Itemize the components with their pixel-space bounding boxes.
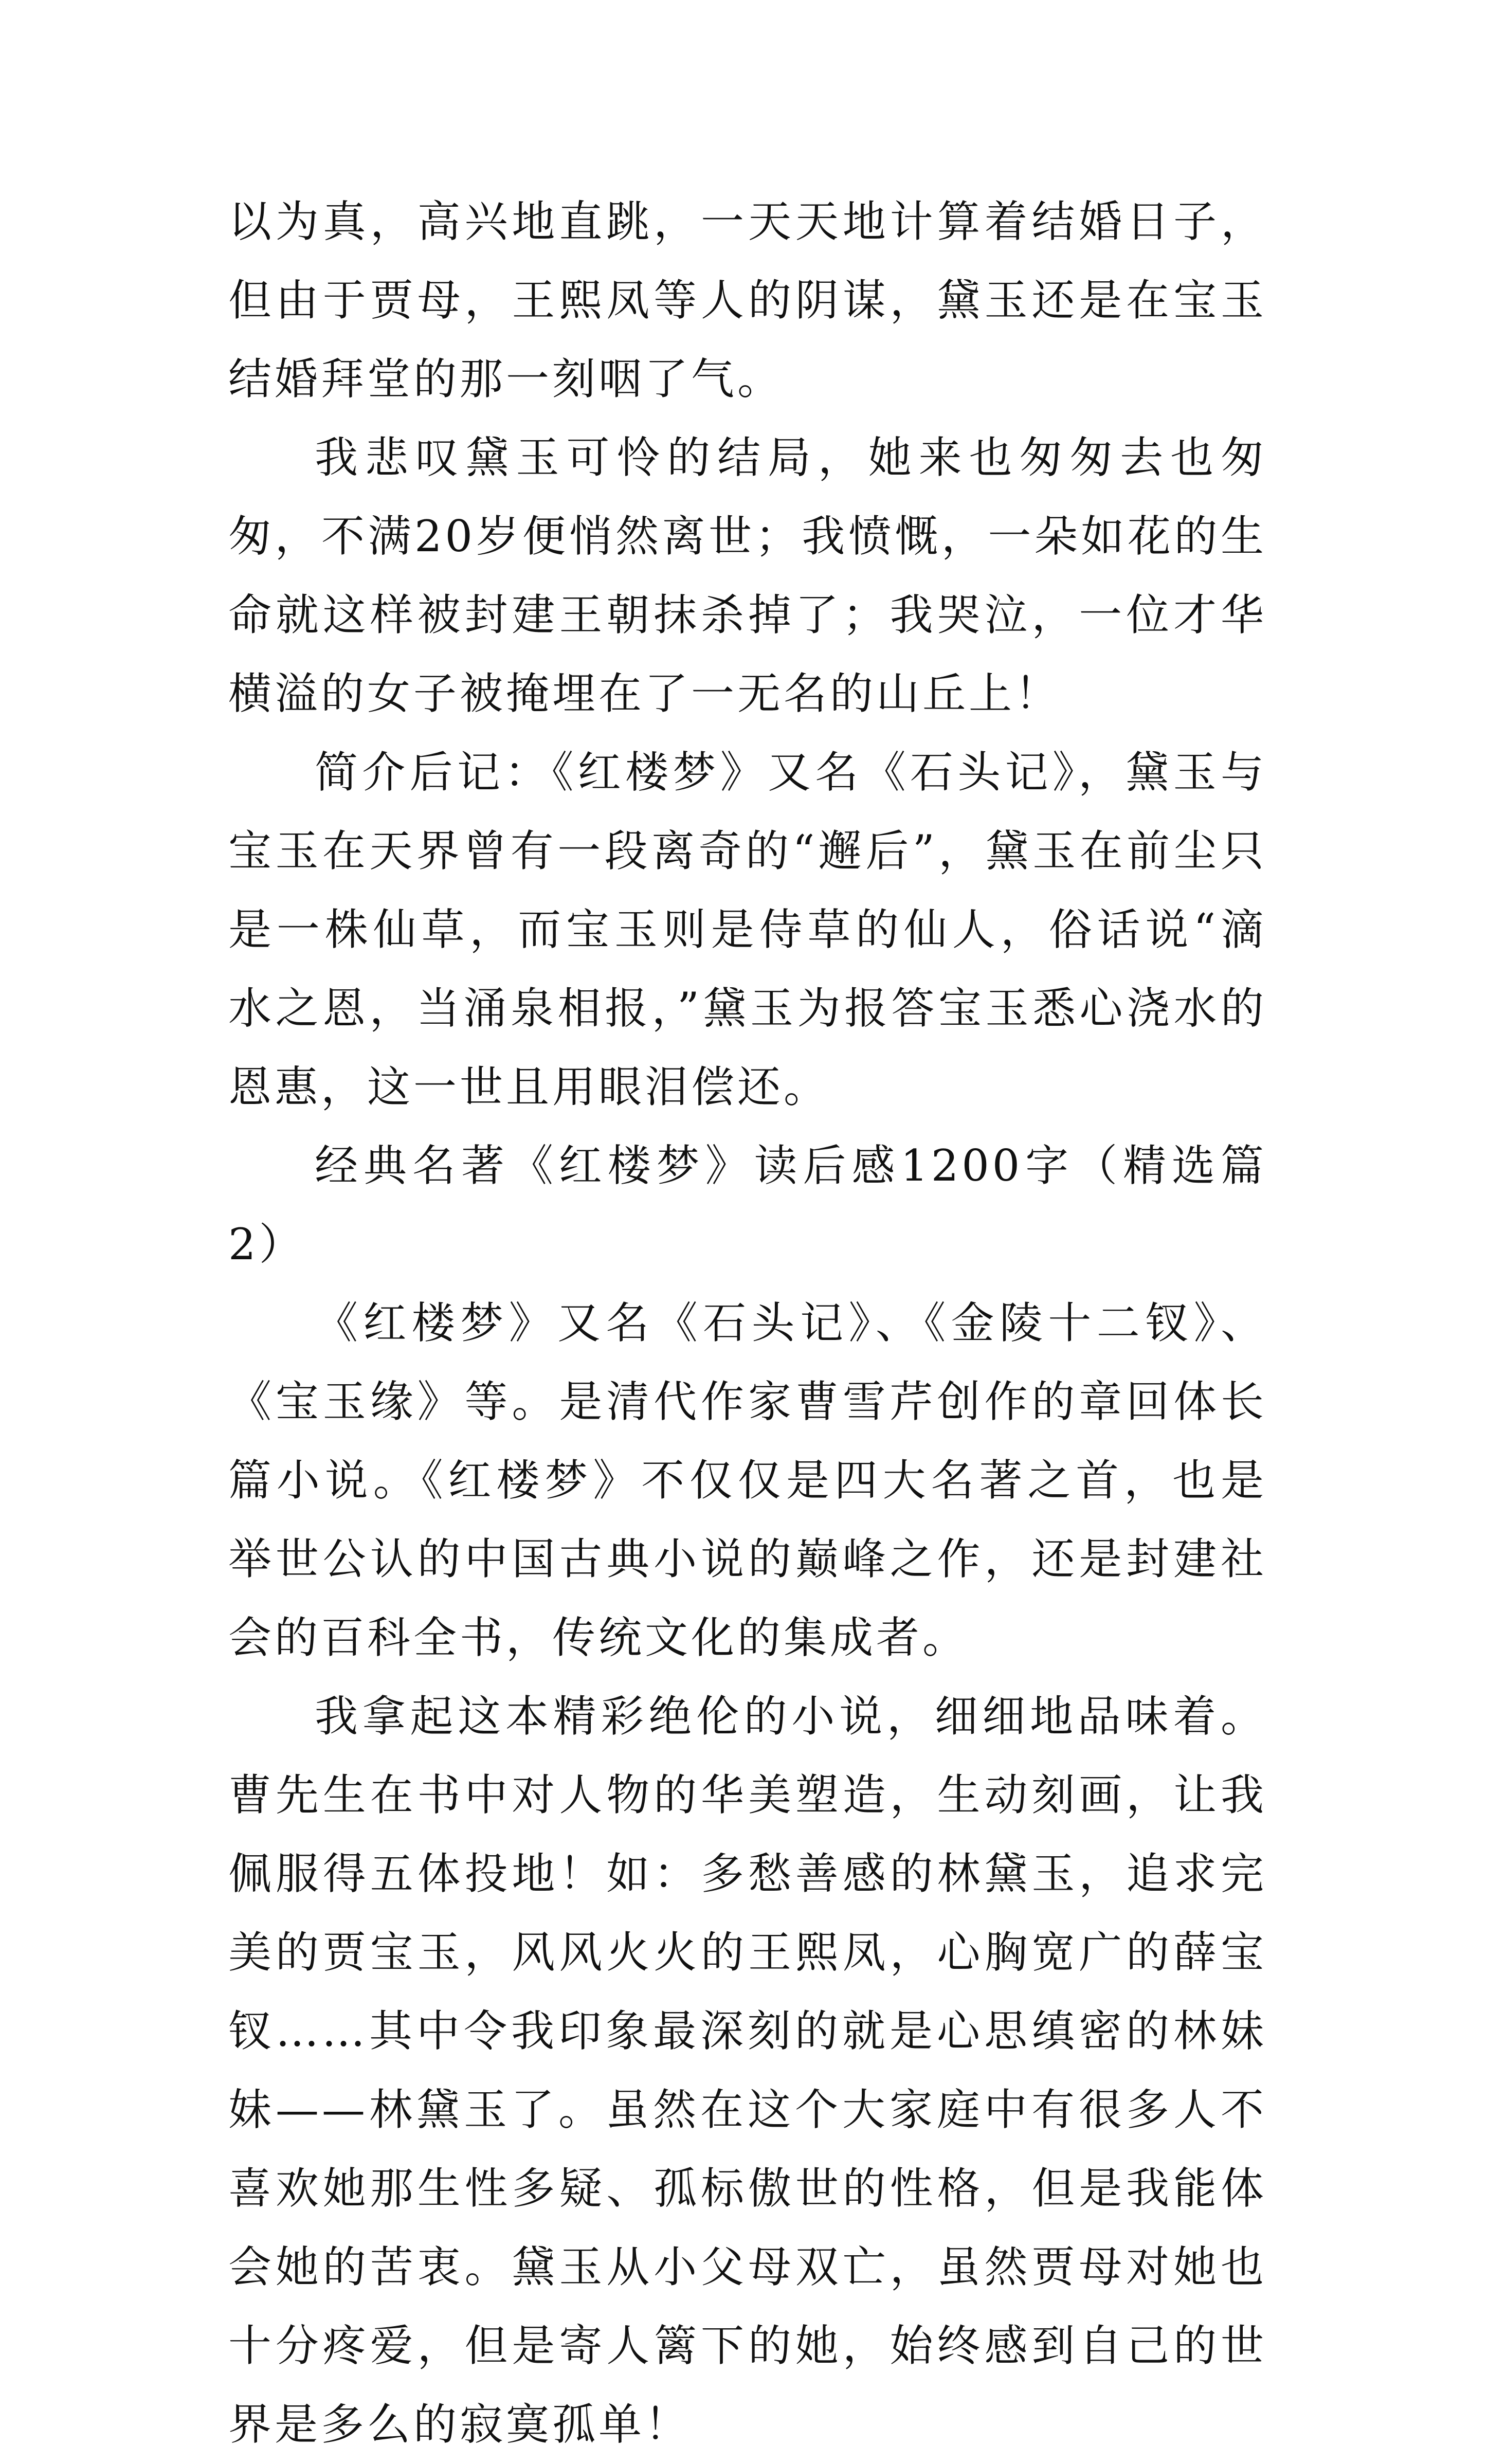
document-body [228,183,1267,2464]
paragraph-4: 《红楼梦》又名《石头记》、《金陵十二钗》、《宝玉缘》等。是清代作家曹雪芹创作的章回体长篇小说。《红楼梦》不仅仅是四大名著之首，也是举世公认的中国古典小说的巅峰之作，还是封建社会的百科全书，传统文化的集成者。 [228,1298,1267,1663]
paragraph-2: 我悲叹黛玉可怜的结局，她来也匆匆去也匆匆，不满20岁便悄然离世；我愤慨，一朵如花的生命就这样被封建王朝抹杀掉了；我哭泣，一位才华横溢的女子被掩埋在了一无名的山丘上！ [228,432,1267,719]
document-page [228,0,1267,2450]
paragraph-5: 我拿起这本精彩绝伦的小说，细细地品味着。曹先生在书中对人物的华美塑造，生动刻画，让我佩服得五体投地！如：多愁善感的林黛玉，追求完美的贾宝玉，风风火火的王熙凤，心胸宽广的薛宝钗……其中令我印象最深刻的就是心思缜密的林妹妹——林黛玉了。虽然在这个大家庭中有很多人不喜欢她那生性多疑、孤标傲世的性格，但是我能体会她的苦衷。黛玉从小父母双亡，虽然贾母对她也十分疼爱，但是寄人篱下的她，始终感到自己的世界是多么的寂寞孤单！ [228,1691,1267,2450]
section-heading: 经典名著《红楼梦》读后感1200字（精选篇2） [228,1140,1267,1270]
paragraph-1: 以为真，高兴地直跳，一天天地计算着结婚日子，但由于贾母，王熙凤等人的阴谋，黛玉还是在宝玉结婚拜堂的那一刻咽了气。 [228,196,1267,404]
paragraph-3: 简介后记：《红楼梦》又名《石头记》，黛玉与宝玉在天界曾有一段离奇的“邂后”，黛玉在前尘只是一株仙草，而宝玉则是侍草的仙人，俗话说“滴水之恩，当涌泉相报，”黛玉为报答宝玉悉心浇水的恩惠，这一世且用眼泪偿还。 [228,747,1267,1112]
